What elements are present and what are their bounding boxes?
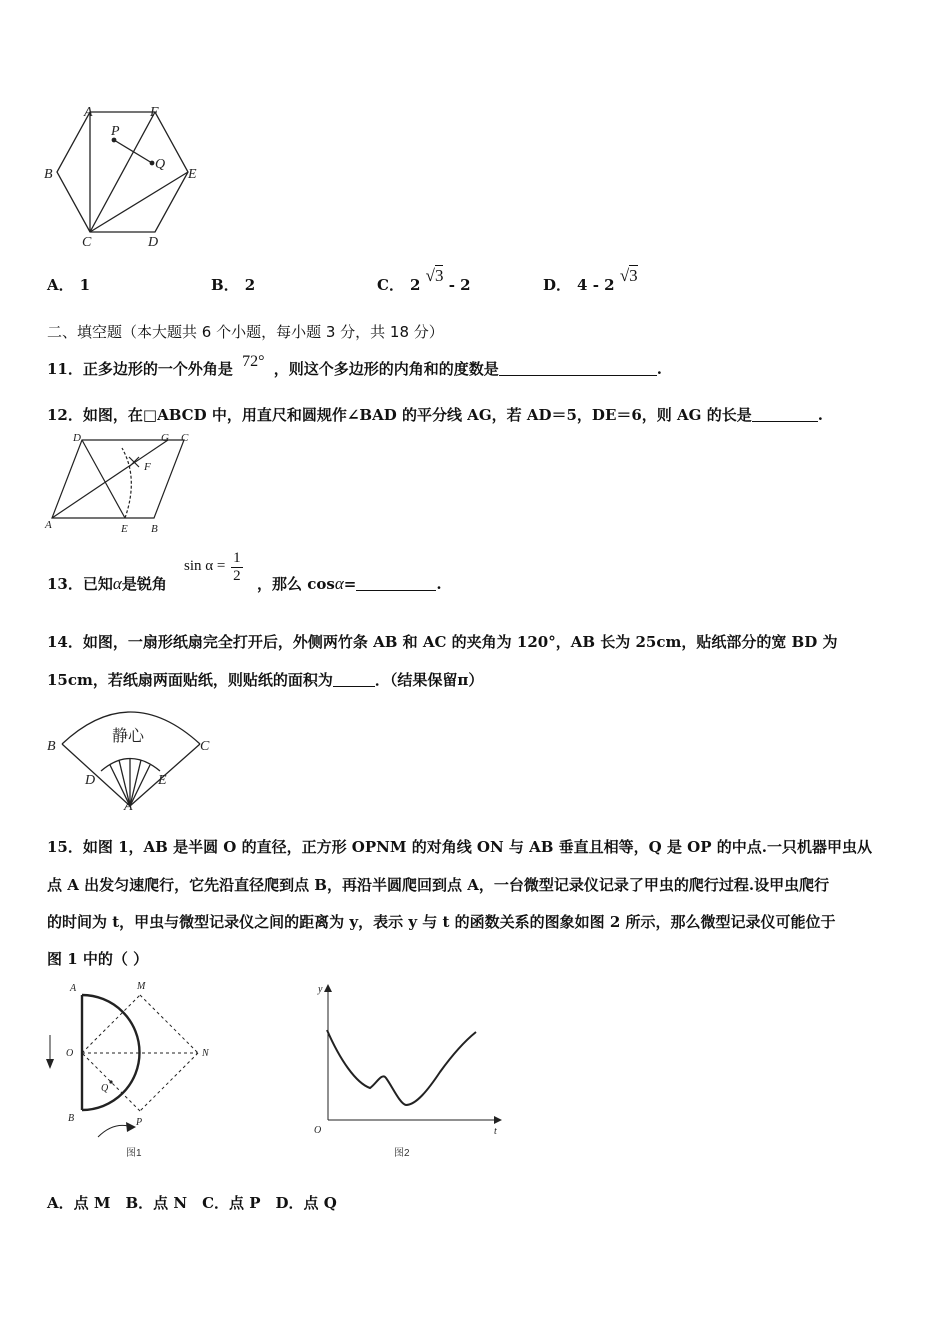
hex-label-e: E — [188, 167, 197, 182]
distance-time-curve — [327, 1030, 476, 1105]
fig1-label-p: P — [136, 1117, 143, 1128]
figure-1 — [40, 975, 230, 1165]
hex-label-c: C — [82, 235, 92, 250]
fan-label-d: D — [85, 773, 96, 788]
question-15-line4: 图 1 中的（ ） — [47, 950, 149, 968]
para-label-a: A — [45, 519, 52, 531]
question-14-line1: 14．如图，一扇形纸扇完全打开后，外侧两竹条 AB 和 AC 的夹角为 120°，AB 长为 25cm，贴纸部分的宽 BD 为 — [47, 633, 838, 651]
fan-label-a: A — [124, 799, 133, 810]
figure-2 — [308, 980, 508, 1165]
fig1-label-n: N — [202, 1048, 209, 1059]
question-13-tail: ，那么 cosα= . — [257, 574, 442, 593]
fan-label-b: B — [47, 739, 56, 754]
sin-formula: sin α = $\frac{1}{2}$ — [184, 550, 241, 584]
fig2-label-t: t — [494, 1126, 497, 1137]
fig1-label-b: B — [68, 1113, 75, 1124]
answer-blank-11[interactable] — [499, 361, 657, 376]
hex-label-a: A — [84, 105, 93, 120]
answer-blank-12[interactable] — [752, 407, 818, 422]
fig2-label-y: y — [318, 984, 323, 995]
para-label-c: C — [181, 432, 189, 444]
fig1-label-m: M — [137, 981, 146, 992]
hex-label-p: P — [111, 124, 120, 139]
parallelogram-figure — [42, 430, 202, 538]
q10-option-b[interactable]: B． 2 — [211, 276, 256, 294]
para-label-d: D — [73, 432, 81, 444]
fig1-label-o: O — [66, 1048, 74, 1059]
q10-option-c[interactable]: C． 2 √3 - 2 — [377, 266, 471, 294]
q10-option-d[interactable]: D． 4 - 2 √3 — [543, 266, 638, 294]
section-title: 二、填空题（本大题共 6 个小题，每小题 3 分，共 18 分） — [47, 323, 444, 341]
fan-inner-text: 静心 — [112, 726, 145, 745]
fig1-label-a: A — [70, 983, 77, 994]
question-13: 13．已知α是锐角 — [47, 574, 167, 593]
fan-figure — [44, 698, 214, 810]
fan-label-c: C — [200, 739, 210, 754]
angle-72: 72° — [242, 353, 265, 370]
hex-label-b: B — [44, 167, 53, 182]
q10-option-a[interactable]: A． 1 — [47, 276, 91, 294]
question-15-line2: 点 A 出发匀速爬行，它先沿直径爬到点 B，再沿半圆爬回到点 A，一台微型记录仪记录了甲虫的爬行过程.设甲虫爬行 — [47, 876, 830, 894]
fig2-label-o: O — [314, 1125, 322, 1136]
hexagon-figure — [40, 100, 210, 250]
answer-blank-13[interactable] — [356, 576, 436, 591]
answer-blank-14[interactable] — [333, 672, 375, 687]
para-label-f: F — [144, 461, 151, 473]
question-11: 11．正多边形的一个外角是 72° ，则这个多边形的内角和的度数是 . — [47, 353, 663, 378]
question-15-line1: 15．如图 1，AB 是半圆 O 的直径，正方形 OPNM 的对角线 ON 与 AB 垂直且相等，Q 是 OP 的中点.一只机器甲虫从 — [47, 838, 872, 856]
hex-label-q: Q — [155, 157, 166, 172]
question-14-line2: 15cm，若纸扇两面贴纸，则贴纸的面积为 ．（结果保留π） — [47, 671, 484, 689]
question-15-line3: 的时间为 t，甲虫与微型记录仪之间的距离为 y，表示 y 与 t 的函数关系的图象如图 2 所示，那么微型记录仪可能位于 — [47, 913, 836, 931]
para-label-g: G — [161, 432, 169, 444]
question-12: 12．如图，在□ABCD 中，用直尺和圆规作∠BAD 的平分线 AG，若 AD＝5，DE＝6，则 AG 的长是 . — [47, 406, 823, 424]
fig2-caption: 图2 — [394, 1148, 410, 1159]
fan-label-e: E — [158, 773, 167, 788]
hex-label-f: F — [150, 105, 159, 120]
fig1-caption: 图1 — [126, 1148, 142, 1159]
para-label-e: E — [121, 523, 128, 535]
question-15-options[interactable]: A．点 M B．点 N C．点 P D．点 Q — [47, 1194, 337, 1212]
hex-label-d: D — [148, 235, 159, 250]
fig1-label-q: Q — [101, 1083, 109, 1094]
para-label-b: B — [151, 523, 158, 535]
